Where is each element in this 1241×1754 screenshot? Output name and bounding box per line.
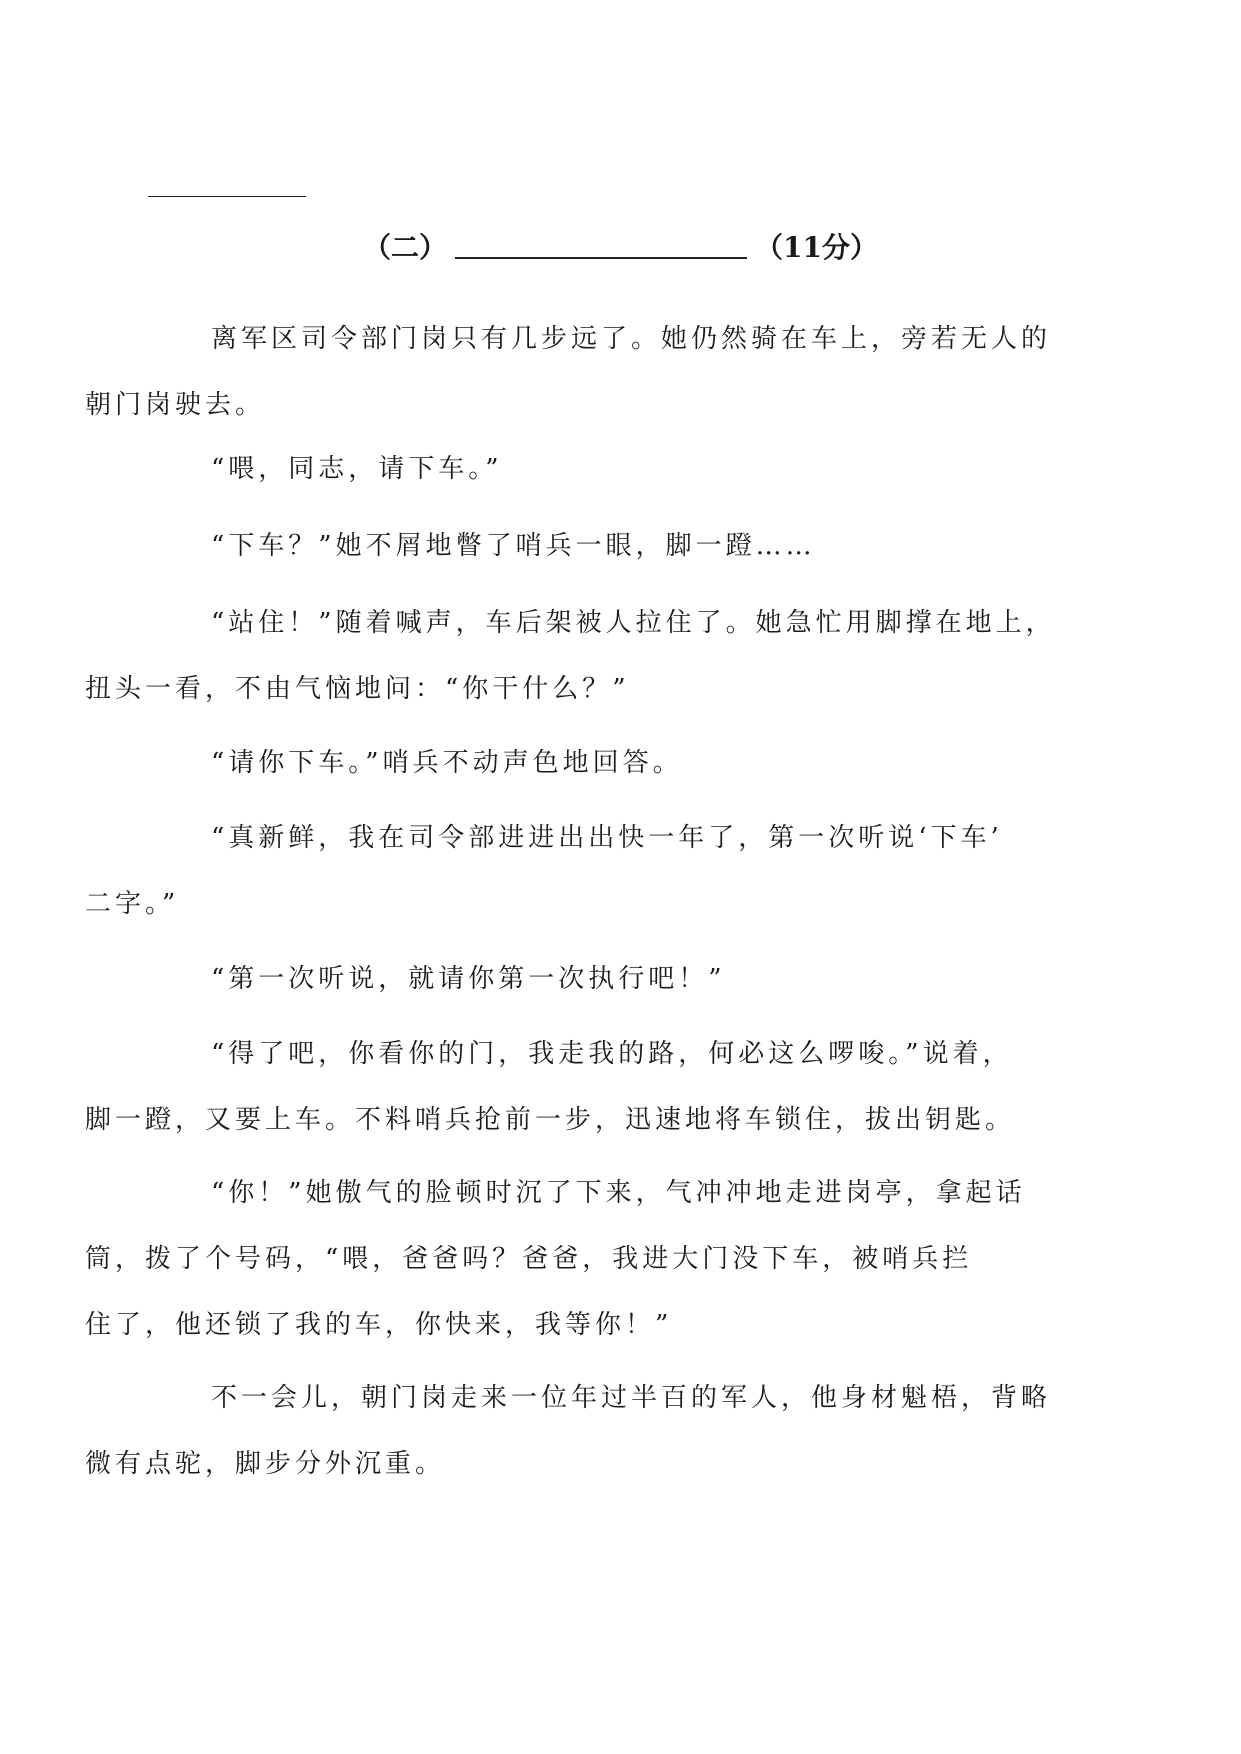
paragraph-5 [148,730,1108,796]
paragraph-4 [85,590,1108,722]
paragraph-2 [148,436,1108,502]
paragraph-7 [148,946,1108,1012]
paragraph-8 [85,1021,1108,1153]
section-heading [0,228,1241,268]
paragraph-line: “站住！”随着喊声，车后架被人拉住了。她急忙用脚撑在地上， [211,608,1056,638]
paragraph-line: “第一次听说，就请你第一次执行吧！” [211,964,726,994]
title-blank[interactable] [455,229,747,259]
paragraph-line: 二字。” [85,889,180,919]
paragraph-line: 脚一蹬，又要上车。不料哨兵抢前一步，迅速地将车锁住，拔出钥匙。 [85,1105,1016,1135]
paragraph-line: “得了吧，你看你的门，我走我的路，何必这么啰唆。”说着， [211,1039,1013,1069]
paragraph-line: 筒，拨了个号码，“喂，爸爸吗？爸爸，我进大门没下车，被哨兵拦 [85,1244,973,1274]
paragraph-line: 离军区司令部门岗只有几步远了。她仍然骑在车上，旁若无人的 [211,324,1052,354]
paragraph-line: 住了，他还锁了我的车，你快来，我等你！” [85,1310,673,1340]
paragraph-line: 扭头一看，不由气恼地问：“你干什么？” [85,674,630,704]
paragraph-line: 朝门岗驶去。 [85,390,266,420]
paragraph-1 [85,306,1108,438]
paragraph-line: 微有点驼，脚步分外沉重。 [85,1449,446,1479]
top-answer-line [148,196,306,197]
paragraph-line: “请你下车。”哨兵不动声色地回答。 [211,748,683,778]
paragraph-6 [85,805,1108,937]
paragraph-line: “下车？”她不屑地瞥了哨兵一眼，脚一蹬…… [211,531,816,561]
paragraph-line: “真新鲜，我在司令部进进出出快一年了，第一次听说‘下车’ [211,823,1003,853]
paragraph-3 [148,513,1108,579]
paragraph-line: “你！”她傲气的脸顿时沉了下来，气冲冲地走进岗亭，拿起话 [211,1178,1026,1208]
paragraph-9 [85,1160,1108,1358]
paragraph-line: “喂，同志，请下车。” [211,454,503,484]
section-number: （二） [363,231,448,264]
paragraph-line: 不一会儿，朝门岗走来一位年过半百的军人，他身材魁梧，背略 [211,1383,1052,1413]
paragraph-10 [85,1365,1108,1497]
section-score: （11分） [755,231,878,264]
